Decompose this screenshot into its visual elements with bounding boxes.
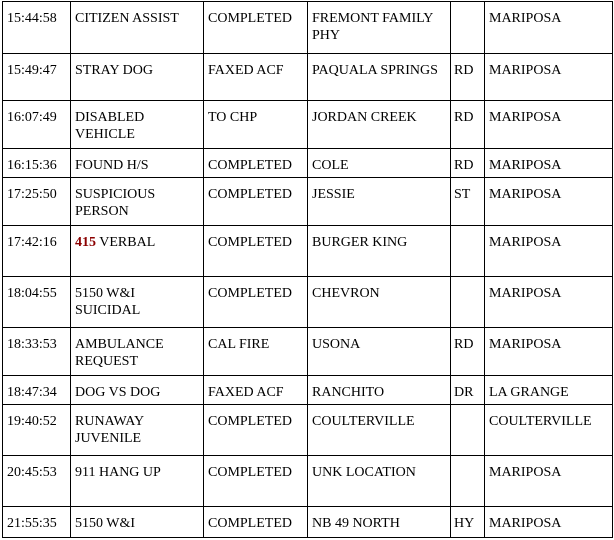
- disposition-cell: CAL FIRE: [204, 328, 308, 376]
- time-cell: 15:44:58: [3, 2, 71, 54]
- disposition-cell: COMPLETED: [204, 2, 308, 54]
- location-cell: UNK LOCATION: [308, 456, 451, 507]
- table-row: [3, 101, 613, 149]
- city-cell: MARIPOSA: [485, 226, 613, 277]
- disposition-cell: COMPLETED: [204, 405, 308, 456]
- street-suffix-cell: RD: [451, 101, 485, 149]
- call-log-table: [2, 1, 613, 538]
- table-row: [3, 178, 613, 226]
- time-cell: 18:33:53: [3, 328, 71, 376]
- street-suffix-cell: DR: [451, 376, 485, 405]
- disposition-cell: FAXED ACF: [204, 376, 308, 405]
- table-row: [3, 149, 613, 178]
- time-cell: 15:49:47: [3, 54, 71, 101]
- city-cell: MARIPOSA: [485, 54, 613, 101]
- table-row: [3, 456, 613, 507]
- table-row: [3, 405, 613, 456]
- street-suffix-cell: RD: [451, 149, 485, 178]
- time-cell: 18:47:34: [3, 376, 71, 405]
- call-type-cell: STRAY DOG: [71, 54, 204, 101]
- time-cell: 19:40:52: [3, 405, 71, 456]
- location-cell: RANCHITO: [308, 376, 451, 405]
- location-cell: COLE: [308, 149, 451, 178]
- city-cell: MARIPOSA: [485, 328, 613, 376]
- city-cell: MARIPOSA: [485, 2, 613, 54]
- location-cell: USONA: [308, 328, 451, 376]
- call-type-cell: DISABLED VEHICLE: [71, 101, 204, 149]
- disposition-cell: COMPLETED: [204, 507, 308, 538]
- table-row: [3, 376, 613, 405]
- disposition-cell: COMPLETED: [204, 226, 308, 277]
- street-suffix-cell: [451, 2, 485, 54]
- time-cell: 17:42:16: [3, 226, 71, 277]
- city-cell: LA GRANGE: [485, 376, 613, 405]
- street-suffix-cell: [451, 277, 485, 328]
- disposition-cell: COMPLETED: [204, 149, 308, 178]
- disposition-cell: COMPLETED: [204, 178, 308, 226]
- street-suffix-cell: [451, 226, 485, 277]
- city-cell: COULTERVILLE: [485, 405, 613, 456]
- time-cell: 16:07:49: [3, 101, 71, 149]
- call-type-cell: [71, 226, 204, 277]
- call-log-body: [3, 2, 613, 538]
- street-suffix-cell: [451, 405, 485, 456]
- city-cell: MARIPOSA: [485, 178, 613, 226]
- location-cell: FREMONT FAMILY PHY: [308, 2, 451, 54]
- location-cell: JORDAN CREEK: [308, 101, 451, 149]
- street-suffix-cell: ST: [451, 178, 485, 226]
- time-cell: 18:04:55: [3, 277, 71, 328]
- time-cell: 16:15:36: [3, 149, 71, 178]
- call-type-cell: DOG VS DOG: [71, 376, 204, 405]
- table-row: [3, 507, 613, 538]
- street-suffix-cell: [451, 456, 485, 507]
- city-cell: MARIPOSA: [485, 277, 613, 328]
- disposition-cell: COMPLETED: [204, 456, 308, 507]
- street-suffix-cell: RD: [451, 328, 485, 376]
- table-row: [3, 328, 613, 376]
- table-row: [3, 277, 613, 328]
- call-type-cell: 5150 W&I SUICIDAL: [71, 277, 204, 328]
- time-cell: 20:45:53: [3, 456, 71, 507]
- location-cell: CHEVRON: [308, 277, 451, 328]
- call-type-cell: 5150 W&I: [71, 507, 204, 538]
- table-row: [3, 226, 613, 277]
- disposition-cell: TO CHP: [204, 101, 308, 149]
- call-type-code: 415: [75, 235, 96, 250]
- location-cell: COULTERVILLE: [308, 405, 451, 456]
- time-cell: 21:55:35: [3, 507, 71, 538]
- call-type-cell: FOUND H/S: [71, 149, 204, 178]
- call-type-cell: RUNAWAY JUVENILE: [71, 405, 204, 456]
- location-cell: NB 49 NORTH: [308, 507, 451, 538]
- street-suffix-cell: RD: [451, 54, 485, 101]
- disposition-cell: COMPLETED: [204, 277, 308, 328]
- table-row: [3, 54, 613, 101]
- disposition-cell: FAXED ACF: [204, 54, 308, 101]
- city-cell: MARIPOSA: [485, 507, 613, 538]
- location-cell: BURGER KING: [308, 226, 451, 277]
- call-type-cell: AMBULANCE REQUEST: [71, 328, 204, 376]
- location-cell: PAQUALA SPRINGS: [308, 54, 451, 101]
- call-type-text: VERBAL: [99, 235, 156, 250]
- street-suffix-cell: HY: [451, 507, 485, 538]
- time-cell: 17:25:50: [3, 178, 71, 226]
- city-cell: MARIPOSA: [485, 149, 613, 178]
- city-cell: MARIPOSA: [485, 101, 613, 149]
- city-cell: MARIPOSA: [485, 456, 613, 507]
- location-cell: JESSIE: [308, 178, 451, 226]
- call-type-cell: CITIZEN ASSIST: [71, 2, 204, 54]
- call-type-cell: 911 HANG UP: [71, 456, 204, 507]
- call-type-cell: SUSPICIOUS PERSON: [71, 178, 204, 226]
- table-row: [3, 2, 613, 54]
